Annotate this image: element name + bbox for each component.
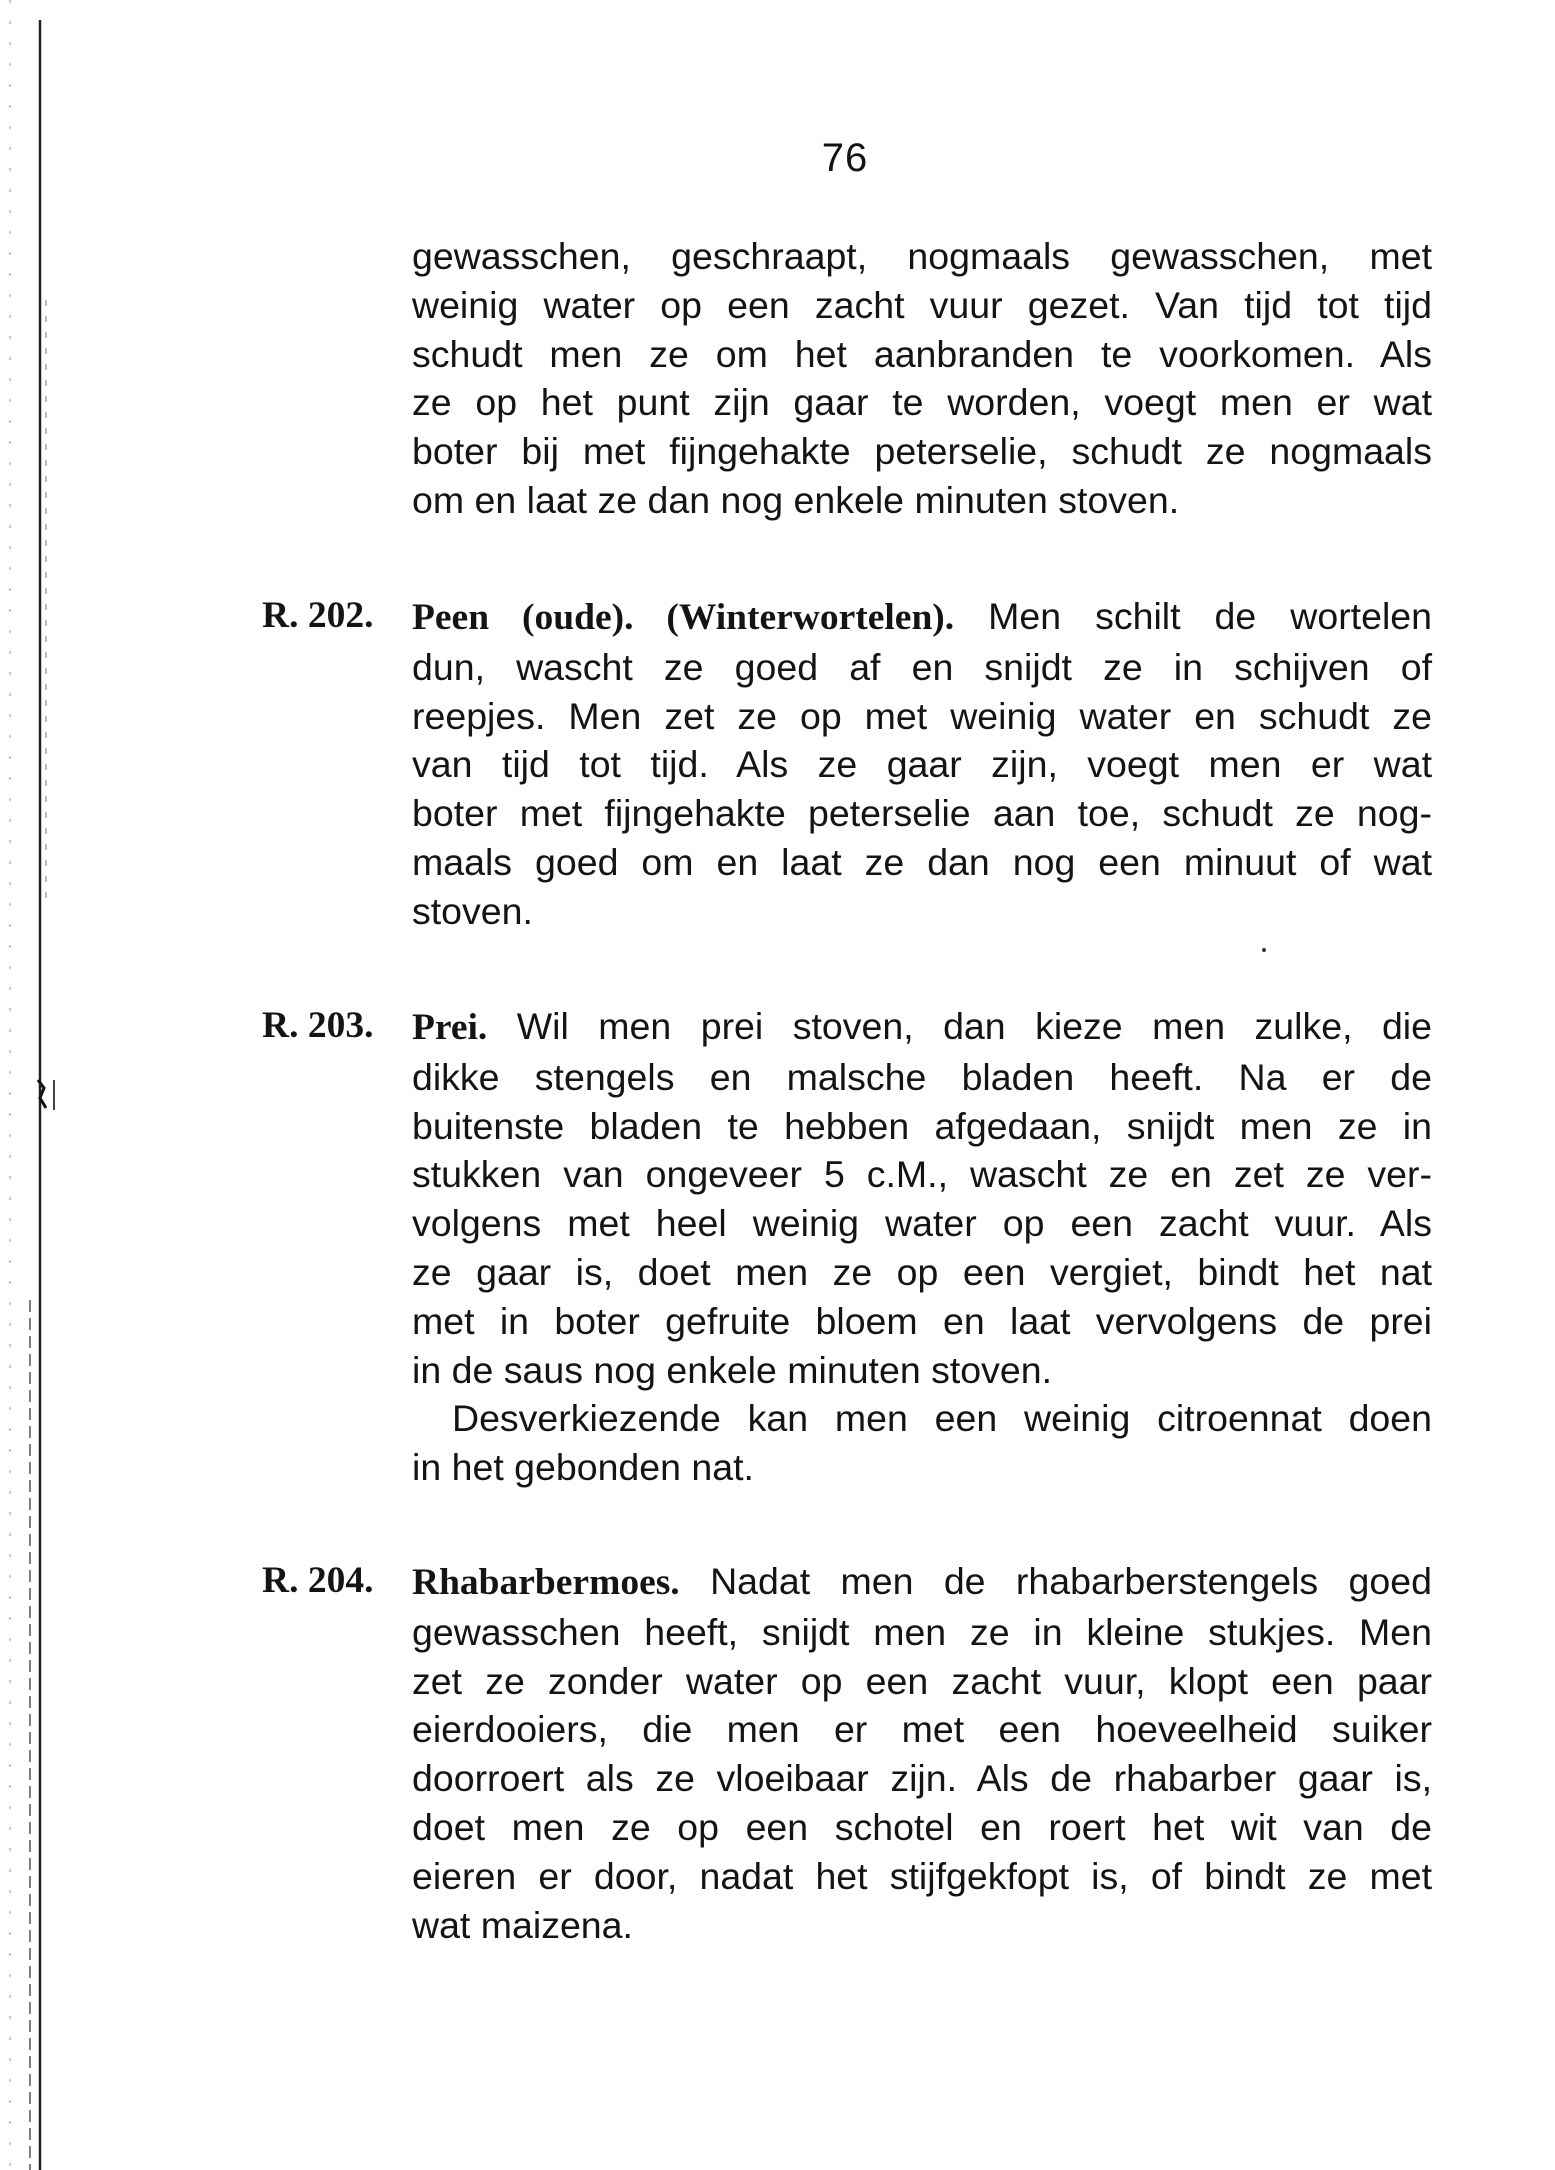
recipe-first-line (412, 1002, 1432, 1053)
intro-paragraph (412, 232, 1432, 525)
intro-line: om en laat ze dan nog enkele minuten stoven. (412, 478, 1180, 521)
recipe-line: boter met fijngehakte peterselie aan toe, schudt ze nog- (412, 792, 1432, 835)
recipe-first-line-text: Nadat men de rhabarberstengels goed (710, 1560, 1432, 1602)
intro-line: gewasschen, geschraapt, nogmaals gewasschen, met (412, 235, 1432, 277)
scan-speck (1262, 948, 1266, 952)
binding-edge (0, 0, 70, 2170)
recipe-title: Rhabarbermoes. (412, 1562, 680, 1603)
recipe-line: reepjes. Men zet ze op met weinig water en schudt ze (412, 694, 1432, 737)
recipe-line: eieren er door, nadat het stijfgekfopt is, of bindt ze met (412, 1854, 1432, 1897)
recipe-204-text (412, 1557, 1432, 1949)
intro-line: schudt men ze om het aanbranden te voorkomen. Als (412, 332, 1432, 375)
recipe-first-line (412, 592, 1432, 643)
recipe-203-text (412, 1002, 1432, 1492)
intro-line: weinig water op een zacht vuur gezet. Van tijd tot tijd (412, 283, 1432, 326)
recipe-title: Prei. (412, 1007, 488, 1048)
recipe-line: buitenste bladen te hebben afgedaan, snijdt men ze in (412, 1104, 1432, 1147)
recipe-note-line: Desverkiezende kan men een weinig citroennat doen (452, 1397, 1432, 1440)
intro-line: ze op het punt zijn gaar te worden, voegt men er wat (412, 381, 1432, 424)
recipe-line: dun, wascht ze goed af en snijdt ze in schijven of (412, 645, 1432, 688)
recipe-line: wat maizena. (412, 1903, 633, 1946)
recipe-line: zet ze zonder water op een zacht vuur, klopt een paar (412, 1659, 1432, 1702)
recipe-line: van tijd tot tijd. Als ze gaar zijn, voegt men er wat (412, 743, 1432, 786)
recipe-line: met in boter gefruite bloem en laat vervolgens de prei (412, 1299, 1432, 1342)
intro-line: boter bij met fijngehakte peterselie, schudt ze nogmaals (412, 430, 1432, 473)
recipe-202-text (412, 592, 1432, 936)
page-number: 76 (821, 136, 869, 180)
recipe-line: dikke stengels en malsche bladen heeft. Na er de (412, 1055, 1432, 1098)
recipe-line: stoven. (412, 889, 533, 932)
recipe-line: ze gaar is, doet men ze op een vergiet, bindt het nat (412, 1250, 1432, 1293)
recipe-number-202: R. 202. (262, 595, 374, 636)
recipe-number-204: R. 204. (262, 1560, 374, 1601)
recipe-line: eierdooiers, die men er met een hoeveelheid suiker (412, 1708, 1432, 1751)
recipe-first-line-text: Wil men prei stoven, dan kieze men zulke, die (516, 1005, 1432, 1047)
recipe-number-203: R. 203. (262, 1005, 374, 1046)
recipe-line: stukken van ongeveer 5 c.M., wascht ze en zet ze ver- (412, 1153, 1432, 1196)
recipe-line: volgens met heel weinig water op een zacht vuur. Als (412, 1202, 1432, 1245)
recipe-line: doet men ze op een schotel en roert het wit van de (412, 1805, 1432, 1848)
recipe-line: doorroert als ze vloeibaar zijn. Als de rhabarber gaar is, (412, 1757, 1432, 1800)
recipe-title: Peen (oude). (Winterwortelen). (412, 597, 955, 638)
recipe-line: in de saus nog enkele minuten stoven. (412, 1348, 1053, 1391)
recipe-line: maals goed om en laat ze dan nog een minuut of wat (412, 840, 1432, 883)
recipe-line: gewasschen heeft, snijdt men ze in kleine stukjes. Men (412, 1610, 1432, 1653)
recipe-note-line: in het gebonden nat. (412, 1446, 754, 1489)
recipe-first-line (412, 1557, 1432, 1608)
recipe-first-line-text: Men schilt de wortelen (988, 595, 1432, 637)
